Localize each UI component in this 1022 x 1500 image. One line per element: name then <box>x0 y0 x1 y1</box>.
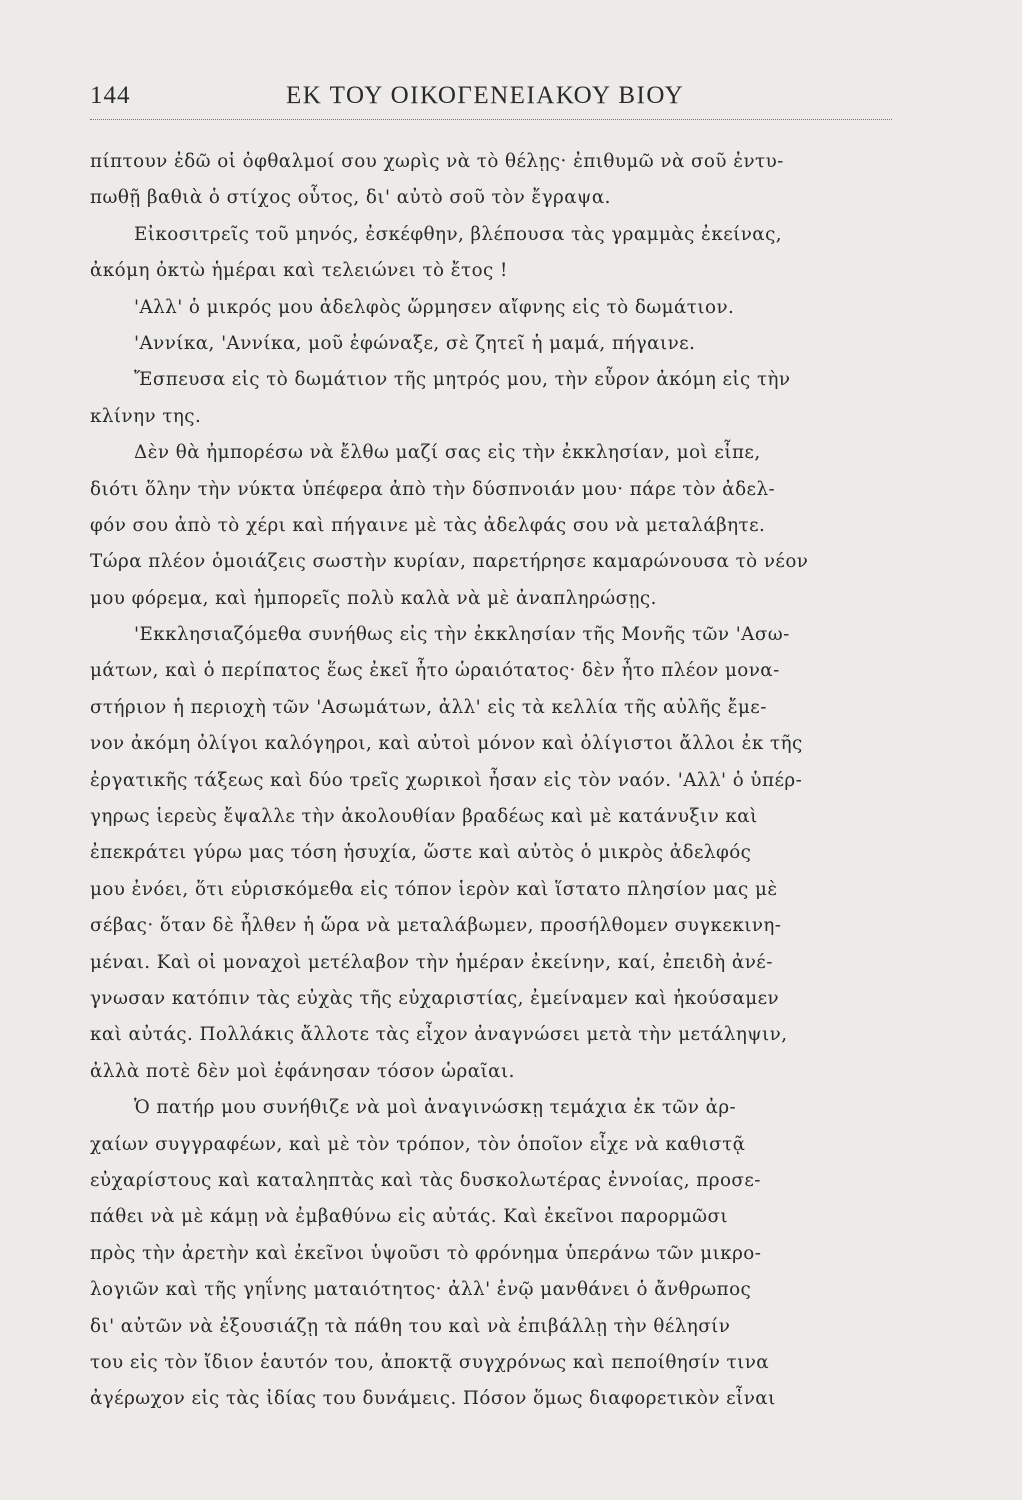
text-line: ἐπεκράτει γύρω μας τόση ἡσυχία, ὥστε καὶ αὐτὸς ὁ μικρὸς ἀδελφός <box>90 842 752 864</box>
running-title: ΕΚ ΤΟΥ ΟΙΚΟΓΕΝΕΙΑΚΟΥ ΒΙΟΥ <box>286 82 685 109</box>
text-line: διότι ὅλην τὴν νύκτα ὑπέφερα ἀπὸ τὴν δύσπνοιάν μου· πάρε τὸν ἀδελ- <box>90 478 776 500</box>
text-line: ἀκόμη ὀκτὼ ἡμέραι καὶ τελειώνει τὸ ἔτος ! <box>90 260 508 282</box>
text-line: μου φόρεμα, καὶ ἠμπορεῖς πολὺ καλὰ νὰ μὲ ἀναπληρώσῃς. <box>90 587 657 609</box>
text-line: ἀγέρωχον εἰς τὰς ἰδίας του δυνάμεις. Πόσον ὅμως διαφορετικὸν εἶναι <box>90 1388 776 1410</box>
page-number: 144 <box>90 82 131 109</box>
page-header <box>90 82 900 116</box>
text-line: ἀλλὰ ποτὲ δὲν μοὶ ἐφάνησαν τόσον ὡραῖαι. <box>90 1060 515 1082</box>
text-line: μάτων, καὶ ὁ περίπατος ἕως ἐκεῖ ἦτο ὡραιότατος· δὲν ἦτο πλέον μονα- <box>90 660 780 682</box>
text-line: 'Εκκλησιαζόμεθα συνήθως εἰς τὴν ἐκκλησίαν τῆς Μονῆς τῶν 'Ασω- <box>134 624 790 646</box>
text-line: Εἰκοσιτρεῖς τοῦ μηνός, ἐσκέφθην, βλέπουσα τὰς γραμμὰς ἐκείνας, <box>134 223 783 245</box>
text-line: στήριον ἡ περιοχὴ τῶν 'Ασωμάτων, ἀλλ' εἰς τὰ κελλία τῆς αὐλῆς ἔμε- <box>90 696 767 718</box>
text-line: Ἔσπευσα εἰς τὸ δωμάτιον τῆς μητρός μου, τὴν εὗρον ἀκόμη εἰς τὴν <box>134 369 791 391</box>
body-text <box>90 144 902 1418</box>
text-line: Τώρα πλέον ὁμοιάζεις σωστὴν κυρίαν, παρετήρησε καμαρώνουσα τὸ νέον <box>90 551 809 573</box>
text-line: του εἰς τὸν ἴδιον ἑαυτόν του, ἀποκτᾷ συγχρόνως καὶ πεποίθησίν τινα <box>90 1351 770 1373</box>
text-line: πίπτουν ἐδῶ οἱ ὀφθαλμοί σου χωρὶς νὰ τὸ θέλῃς· ἐπιθυμῶ νὰ σοῦ ἐντυ- <box>90 151 784 172</box>
text-line: γνωσαν κατόπιν τὰς εὐχὰς τῆς εὐχαριστίας, ἐμείναμεν καὶ ἠκούσαμεν <box>90 987 780 1009</box>
text-line: Ὁ πατήρ μου συνήθιζε νὰ μοὶ ἀναγινώσκῃ τεμάχια ἐκ τῶν ἀρ- <box>134 1097 737 1119</box>
text-line: γηρως ἱερεὺς ἔψαλλε τὴν ἀκολουθίαν βραδέως καὶ μὲ κατάνυξιν καὶ <box>90 806 758 828</box>
text-line: 'Αλλ' ὁ μικρός μου ἀδελφὸς ὥρμησεν αἴφνης εἰς τὸ δωμάτιον. <box>134 296 735 318</box>
text-line: καὶ αὐτάς. Πολλάκις ἄλλοτε τὰς εἶχον ἀναγνώσει μετὰ τὴν μετάληψιν, <box>90 1024 788 1046</box>
text-line: μέναι. Καὶ οἱ μοναχοὶ μετέλαβον τὴν ἡμέραν ἐκείνην, καί, ἐπειδὴ ἀνέ- <box>90 951 773 973</box>
text-line: ἐργατικῆς τάξεως καὶ δύο τρεῖς χωρικοὶ ἦσαν εἰς τὸν ναόν. 'Αλλ' ὁ ὑπέρ- <box>90 769 803 791</box>
text-line: πάθει νὰ μὲ κάμῃ νὰ ἐμβαθύνω εἰς αὐτάς. Καὶ ἐκεῖνοι παρορμῶσι <box>90 1206 728 1228</box>
text-line: πωθῇ βαθιὰ ὁ στίχος οὗτος, δι' αὐτὸ σοῦ τὸν ἔγραψα. <box>90 187 611 209</box>
text-line: εὐχαρίστους καὶ καταληπτὰς καὶ τὰς δυσκολωτέρας ἐννοίας, προσε- <box>90 1169 761 1191</box>
text-line: Δὲν θὰ ἠμπορέσω νὰ ἔλθω μαζί σας εἰς τὴν ἐκκλησίαν, μοὶ εἶπε, <box>134 442 761 464</box>
text-line: κλίνην της. <box>90 405 202 427</box>
text-line: δι' αὐτῶν νὰ ἐξουσιάζῃ τὰ πάθη του καὶ νὰ ἐπιβάλλῃ τὴν θέλησίν <box>90 1315 731 1337</box>
header-rule <box>90 119 892 120</box>
text-line: χαίων συγγραφέων, καὶ μὲ τὸν τρόπον, τὸν ὁποῖον εἶχε νὰ καθιστᾷ <box>90 1133 746 1155</box>
text-line: 'Αννίκα, 'Αννίκα, μοῦ ἐφώναξε, σὲ ζητεῖ ἡ μαμά, πήγαινε. <box>134 332 696 354</box>
text-line: σέβας· ὅταν δὲ ἦλθεν ἡ ὥρα νὰ μεταλάβωμεν, προσήλθομεν συγκεκινη- <box>90 915 782 937</box>
text-line: πρὸς τὴν ἀρετὴν καὶ ἐκεῖνοι ὑψοῦσι τὸ φρόνημα ὑπεράνω τῶν μικρο- <box>90 1242 762 1264</box>
text-line: νον ἀκόμη ὀλίγοι καλόγηροι, καὶ αὐτοὶ μόνον καὶ ὀλίγιστοι ἄλλοι ἐκ τῆς <box>90 733 803 755</box>
text-line: φόν σου ἀπὸ τὸ χέρι καὶ πήγαινε μὲ τὰς ἀδελφάς σου νὰ μεταλάβητε. <box>90 514 766 536</box>
text-line: λογιῶν καὶ τῆς γηΐνης ματαιότητος· ἀλλ' ἐνῷ μανθάνει ὁ ἄνθρωπος <box>90 1279 752 1301</box>
text-line: μου ἐνόει, ὅτι εὑρισκόμεθα εἰς τόπον ἱερὸν καὶ ἵστατο πλησίον μας μὲ <box>90 878 778 900</box>
